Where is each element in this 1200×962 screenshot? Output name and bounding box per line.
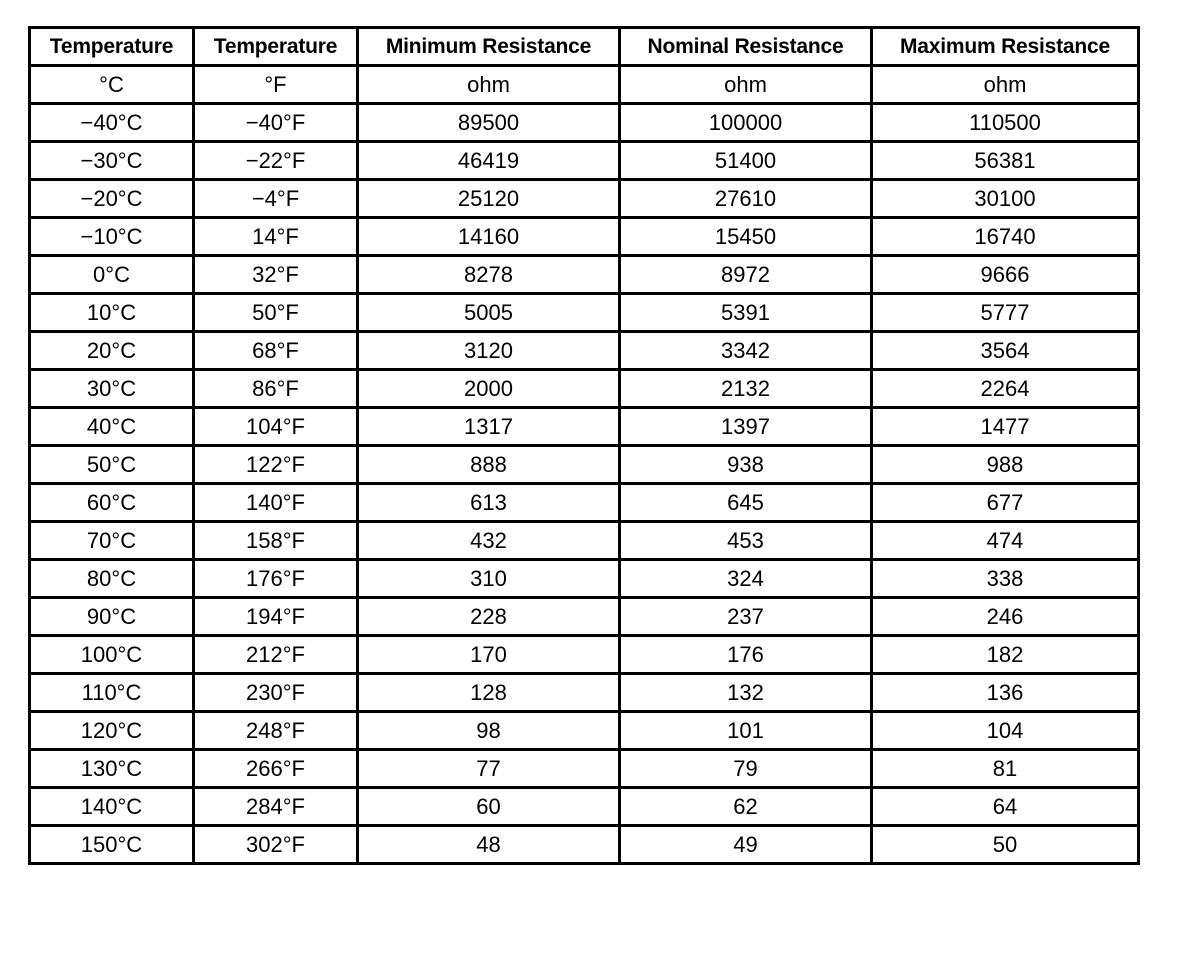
cell-temp-c: 110°C xyxy=(30,674,194,712)
cell-nominal-resistance: 79 xyxy=(620,750,872,788)
cell-nominal-resistance: 1397 xyxy=(620,408,872,446)
cell-min-resistance: 432 xyxy=(358,522,620,560)
cell-nominal-resistance: 324 xyxy=(620,560,872,598)
unit-fahrenheit: °F xyxy=(194,66,358,104)
cell-temp-f: −22°F xyxy=(194,142,358,180)
cell-min-resistance: 228 xyxy=(358,598,620,636)
cell-nominal-resistance: 645 xyxy=(620,484,872,522)
header-row xyxy=(30,28,1139,66)
cell-nominal-resistance: 453 xyxy=(620,522,872,560)
cell-nominal-resistance: 132 xyxy=(620,674,872,712)
cell-max-resistance: 2264 xyxy=(872,370,1139,408)
cell-max-resistance: 1477 xyxy=(872,408,1139,446)
cell-nominal-resistance: 2132 xyxy=(620,370,872,408)
table-row xyxy=(30,256,1139,294)
cell-temp-f: 176°F xyxy=(194,560,358,598)
table-row xyxy=(30,788,1139,826)
cell-min-resistance: 2000 xyxy=(358,370,620,408)
cell-temp-c: 20°C xyxy=(30,332,194,370)
table-row xyxy=(30,560,1139,598)
cell-max-resistance: 136 xyxy=(872,674,1139,712)
cell-max-resistance: 338 xyxy=(872,560,1139,598)
units-row xyxy=(30,66,1139,104)
cell-max-resistance: 56381 xyxy=(872,142,1139,180)
cell-max-resistance: 50 xyxy=(872,826,1139,864)
cell-temp-f: 302°F xyxy=(194,826,358,864)
cell-min-resistance: 3120 xyxy=(358,332,620,370)
cell-min-resistance: 48 xyxy=(358,826,620,864)
cell-min-resistance: 310 xyxy=(358,560,620,598)
cell-temp-f: 140°F xyxy=(194,484,358,522)
cell-min-resistance: 1317 xyxy=(358,408,620,446)
cell-min-resistance: 128 xyxy=(358,674,620,712)
header-temperature-f: Temperature xyxy=(194,28,358,66)
cell-temp-f: 86°F xyxy=(194,370,358,408)
cell-temp-f: −4°F xyxy=(194,180,358,218)
cell-temp-c: 40°C xyxy=(30,408,194,446)
cell-nominal-resistance: 101 xyxy=(620,712,872,750)
cell-temp-c: −20°C xyxy=(30,180,194,218)
cell-max-resistance: 16740 xyxy=(872,218,1139,256)
cell-nominal-resistance: 8972 xyxy=(620,256,872,294)
cell-min-resistance: 77 xyxy=(358,750,620,788)
cell-temp-f: 122°F xyxy=(194,446,358,484)
table-row xyxy=(30,826,1139,864)
unit-celsius: °C xyxy=(30,66,194,104)
cell-min-resistance: 46419 xyxy=(358,142,620,180)
cell-temp-f: −40°F xyxy=(194,104,358,142)
cell-temp-f: 50°F xyxy=(194,294,358,332)
cell-temp-c: 60°C xyxy=(30,484,194,522)
cell-max-resistance: 110500 xyxy=(872,104,1139,142)
cell-min-resistance: 5005 xyxy=(358,294,620,332)
table-row xyxy=(30,522,1139,560)
cell-temp-c: 130°C xyxy=(30,750,194,788)
table-row xyxy=(30,408,1139,446)
cell-max-resistance: 9666 xyxy=(872,256,1139,294)
table-row xyxy=(30,712,1139,750)
header-maximum-resistance: Maximum Resistance xyxy=(872,28,1139,66)
header-temperature-c: Temperature xyxy=(30,28,194,66)
cell-temp-f: 68°F xyxy=(194,332,358,370)
cell-nominal-resistance: 49 xyxy=(620,826,872,864)
table-row xyxy=(30,484,1139,522)
cell-max-resistance: 30100 xyxy=(872,180,1139,218)
unit-nominal-resistance: ohm xyxy=(620,66,872,104)
cell-temp-c: 100°C xyxy=(30,636,194,674)
cell-max-resistance: 64 xyxy=(872,788,1139,826)
table-row xyxy=(30,636,1139,674)
table-row xyxy=(30,332,1139,370)
cell-temp-c: 50°C xyxy=(30,446,194,484)
cell-min-resistance: 170 xyxy=(358,636,620,674)
cell-nominal-resistance: 15450 xyxy=(620,218,872,256)
table-row xyxy=(30,142,1139,180)
table-row xyxy=(30,104,1139,142)
cell-min-resistance: 98 xyxy=(358,712,620,750)
cell-temp-c: 10°C xyxy=(30,294,194,332)
cell-max-resistance: 81 xyxy=(872,750,1139,788)
cell-temp-f: 266°F xyxy=(194,750,358,788)
cell-temp-c: 80°C xyxy=(30,560,194,598)
cell-nominal-resistance: 3342 xyxy=(620,332,872,370)
cell-nominal-resistance: 27610 xyxy=(620,180,872,218)
cell-max-resistance: 182 xyxy=(872,636,1139,674)
cell-max-resistance: 474 xyxy=(872,522,1139,560)
table-head xyxy=(30,28,1139,104)
cell-nominal-resistance: 51400 xyxy=(620,142,872,180)
cell-temp-c: 150°C xyxy=(30,826,194,864)
cell-temp-c: 90°C xyxy=(30,598,194,636)
resistance-table xyxy=(28,26,1140,865)
cell-min-resistance: 89500 xyxy=(358,104,620,142)
cell-temp-c: 70°C xyxy=(30,522,194,560)
cell-max-resistance: 988 xyxy=(872,446,1139,484)
cell-temp-f: 158°F xyxy=(194,522,358,560)
table-row xyxy=(30,446,1139,484)
cell-max-resistance: 246 xyxy=(872,598,1139,636)
cell-nominal-resistance: 237 xyxy=(620,598,872,636)
cell-min-resistance: 888 xyxy=(358,446,620,484)
cell-temp-f: 104°F xyxy=(194,408,358,446)
cell-min-resistance: 25120 xyxy=(358,180,620,218)
header-nominal-resistance: Nominal Resistance xyxy=(620,28,872,66)
cell-nominal-resistance: 176 xyxy=(620,636,872,674)
cell-nominal-resistance: 938 xyxy=(620,446,872,484)
cell-nominal-resistance: 100000 xyxy=(620,104,872,142)
cell-temp-f: 14°F xyxy=(194,218,358,256)
cell-max-resistance: 104 xyxy=(872,712,1139,750)
cell-min-resistance: 60 xyxy=(358,788,620,826)
cell-temp-c: 30°C xyxy=(30,370,194,408)
cell-temp-f: 194°F xyxy=(194,598,358,636)
cell-temp-c: −10°C xyxy=(30,218,194,256)
table-row xyxy=(30,598,1139,636)
table-row xyxy=(30,674,1139,712)
cell-min-resistance: 14160 xyxy=(358,218,620,256)
table-row xyxy=(30,370,1139,408)
cell-max-resistance: 3564 xyxy=(872,332,1139,370)
cell-temp-f: 32°F xyxy=(194,256,358,294)
cell-nominal-resistance: 62 xyxy=(620,788,872,826)
table-row xyxy=(30,218,1139,256)
cell-max-resistance: 677 xyxy=(872,484,1139,522)
unit-minimum-resistance: ohm xyxy=(358,66,620,104)
cell-temp-c: −40°C xyxy=(30,104,194,142)
table-row xyxy=(30,750,1139,788)
cell-nominal-resistance: 5391 xyxy=(620,294,872,332)
cell-temp-f: 230°F xyxy=(194,674,358,712)
cell-temp-f: 284°F xyxy=(194,788,358,826)
unit-maximum-resistance: ohm xyxy=(872,66,1139,104)
table-row xyxy=(30,294,1139,332)
cell-temp-c: 120°C xyxy=(30,712,194,750)
cell-temp-c: 140°C xyxy=(30,788,194,826)
cell-temp-c: −30°C xyxy=(30,142,194,180)
header-minimum-resistance: Minimum Resistance xyxy=(358,28,620,66)
cell-min-resistance: 8278 xyxy=(358,256,620,294)
cell-temp-c: 0°C xyxy=(30,256,194,294)
cell-temp-f: 212°F xyxy=(194,636,358,674)
cell-temp-f: 248°F xyxy=(194,712,358,750)
table-row xyxy=(30,180,1139,218)
cell-min-resistance: 613 xyxy=(358,484,620,522)
cell-max-resistance: 5777 xyxy=(872,294,1139,332)
table-body xyxy=(30,104,1139,864)
